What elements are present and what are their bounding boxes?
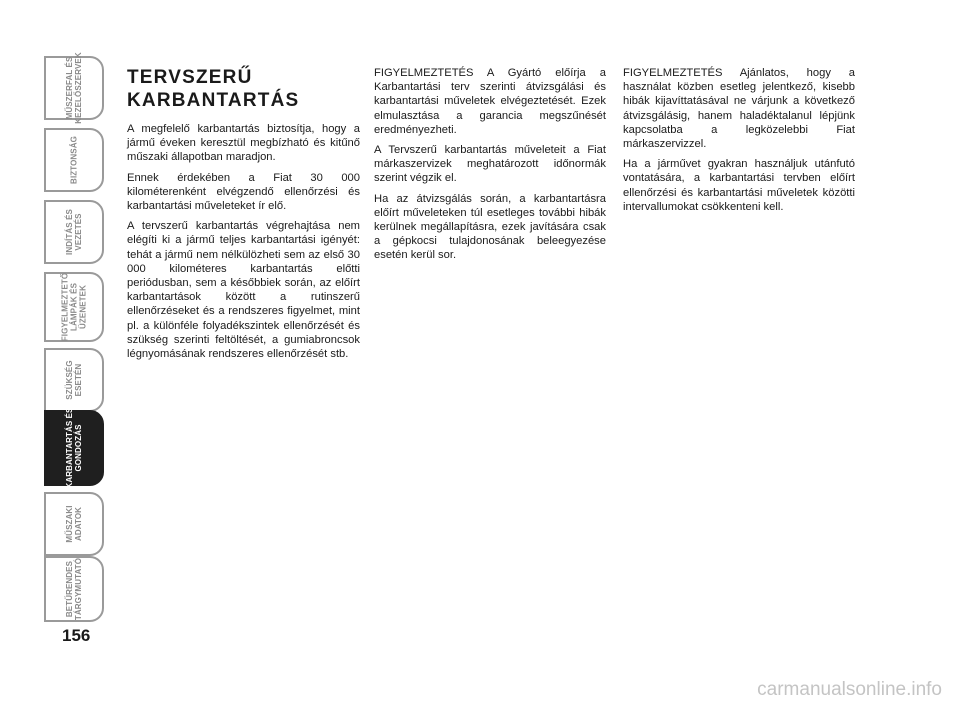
paragraph: A Tervszerű karbantartás műveleteit a Fiat márkaszervizek meghatározott időnormák szerint végzik el.	[374, 144, 606, 185]
column-3	[623, 66, 855, 220]
watermark: carmanualsonline.info	[757, 679, 942, 700]
tab-label: INDÍTÁS ÉS VEZETÉS	[65, 209, 83, 255]
tab-label: BETŰRENDES TÁRGYMUTATÓ	[65, 557, 83, 621]
paragraph: Ha a járművet gyakran használjuk utánfutó vontatására, a karbantartási tervben előírt ellenőrzési és karbantartási műveletek közötti intervallumokat csökkenteni kell.	[623, 158, 855, 213]
paragraph: Ennek érdekében a Fiat 30 000 kilométerenként elvégzendő ellenőrzési és karbantartási műveleteket ír elő.	[127, 171, 360, 213]
tab-inditas[interactable]	[44, 200, 104, 264]
paragraph: Ha az átvizsgálás során, a karbantartásra előírt műveleteken túl esetleges további hibák kerülnek megállapításra, ezek javítására csak a gépkocsi tulajdonosának beleegyezése esetén kerül sor.	[374, 192, 606, 262]
tab-label: KARBANTARTÁS ÉS GONDOZÁS	[65, 407, 83, 489]
column-1	[127, 66, 360, 367]
page-number: 156	[62, 626, 91, 645]
tab-muszerfal[interactable]	[44, 52, 104, 124]
section-heading: TERVSZERŰ KARBANTARTÁS	[127, 67, 300, 111]
paragraph: A tervszerű karbantartás végrehajtása nem elégíti ki a jármű teljes karbantartási igényét: tehát a jármű nem nélkülözheti sem az első 30 000 kilométeres karbantartás előtti periódusban, sem a későbbiek során, az előírt karbantartások között a rutinszerű ellenőrzéseket és a rendszeres figyelmet, mint pl. a különféle folyadékszintek ellenőrzését és szükség szerinti feltöltését, a gumiabroncsok légnyomásának rendszeres ellenőrzését stb.	[127, 220, 360, 361]
column-2	[374, 66, 606, 269]
warning-paragraph: FIGYELMEZTETÉS A Gyártó előírja a Karbantartási terv szerinti átvizsgálási és karbantartási műveletek elvégeztetését. Ezek elmulasztása a garancia megszűnését eredményezheti.	[374, 67, 606, 136]
tab-label: BIZTONSÁG	[69, 136, 79, 184]
tab-muszaki[interactable]	[44, 492, 104, 556]
tab-betrendes[interactable]	[44, 556, 104, 622]
paragraph: A megfelelő karbantartás biztosítja, hogy a jármű éveken keresztül megbízható és kitűnő műszaki állapotban maradjon.	[127, 123, 360, 164]
warning-paragraph: FIGYELMEZTETÉS Ajánlatos, hogy a használat közben esetleg jelentkező, kisebb hibák kijavíttatásával ne várjunk a következő átvizsgálásig, hanem haladéktalanul lépjünk kapcsolatba a legközelebbi Fiat márkaszervizzel.	[623, 67, 855, 151]
tab-label: FIGYELMEZTETŐ LÁMPÁK ÉS ÜZENETEK	[60, 272, 88, 342]
tab-label: MŰSZAKI ADATOK	[65, 505, 83, 543]
chapter-sidebar	[44, 52, 104, 622]
tab-label: MŰSZERFAL ÉS KEZELŐSZERVEK	[65, 52, 83, 124]
tab-szukseg[interactable]	[44, 348, 104, 412]
tab-label: SZÜKSÉG ESETÉN	[65, 360, 83, 400]
tab-figyelmezteto[interactable]	[44, 272, 104, 342]
tab-biztonsag[interactable]	[44, 128, 104, 192]
tab-karbantartas[interactable]	[44, 407, 104, 489]
